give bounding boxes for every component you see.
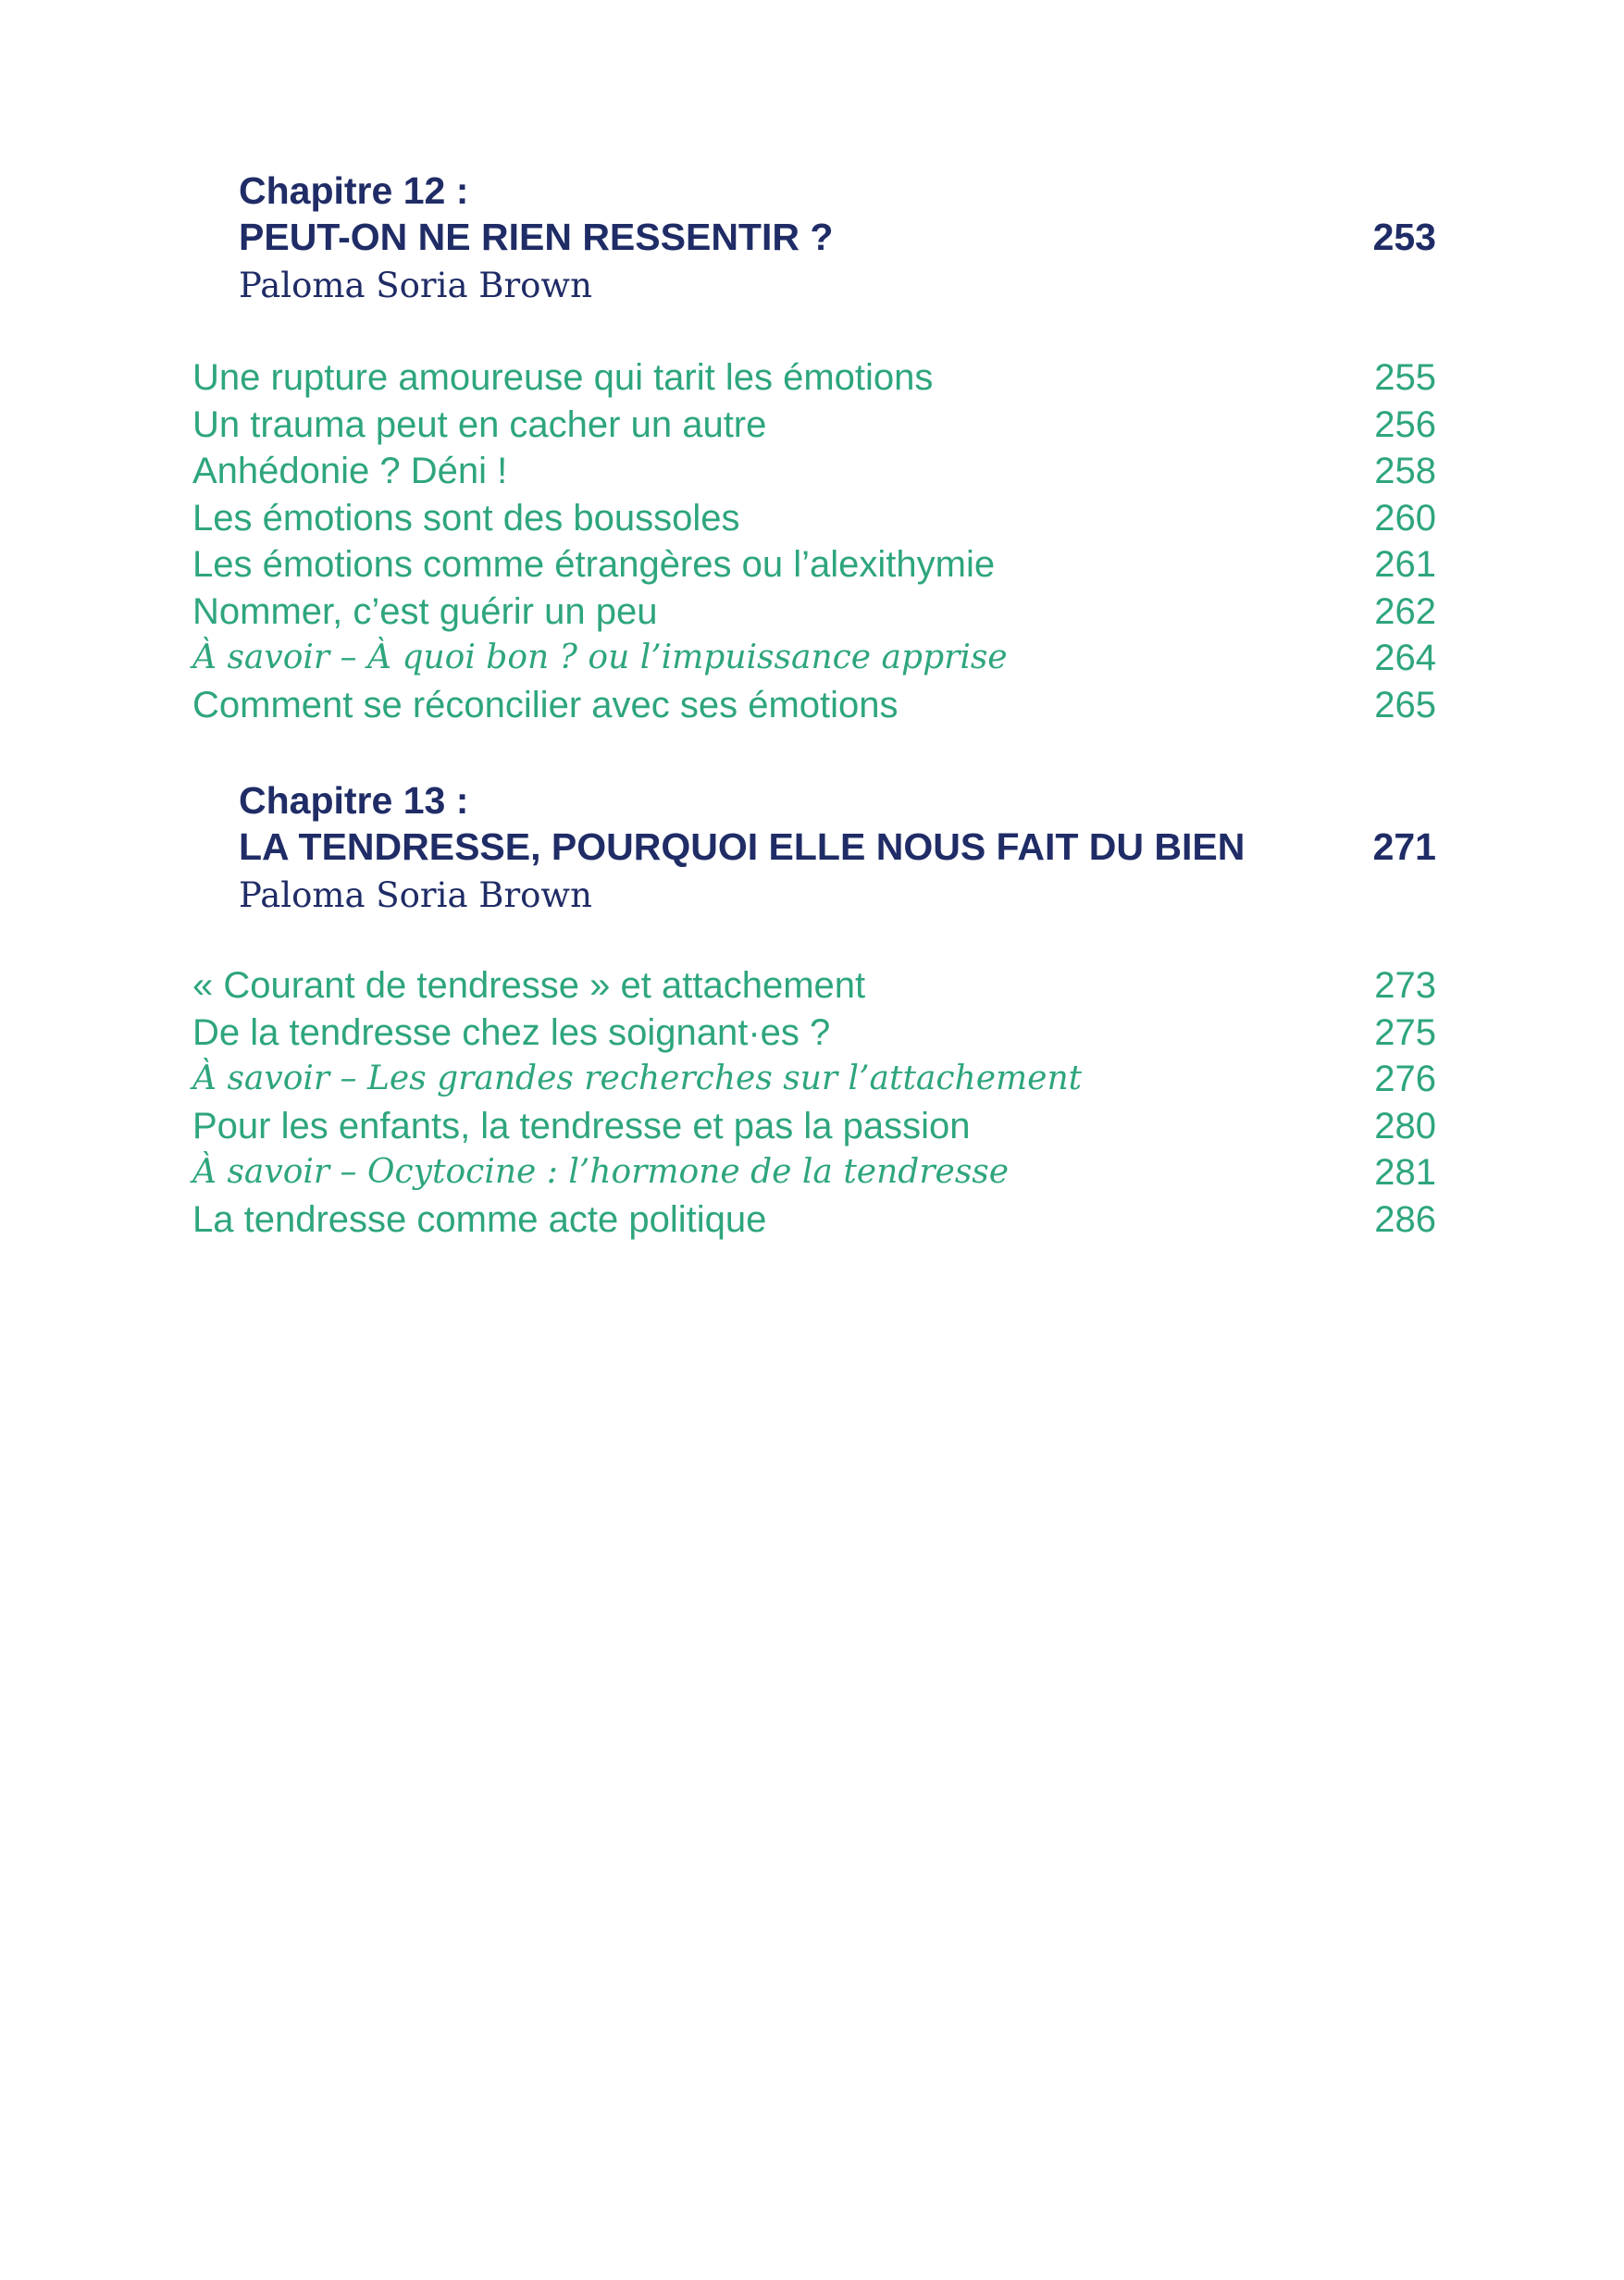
toc-entry-note[interactable] xyxy=(192,1056,1442,1103)
toc-entry-page: 264 xyxy=(1374,638,1436,678)
toc-entry-page: 286 xyxy=(1374,1198,1436,1240)
toc-entry-page: 276 xyxy=(1374,1059,1436,1099)
chapter-13-entries xyxy=(192,962,1442,1243)
toc-entry-title: À savoir – Les grandes recherches sur l’attachement xyxy=(192,1059,1083,1097)
toc-entry[interactable] xyxy=(192,1010,1442,1057)
toc-entry-page: 273 xyxy=(1374,965,1436,1006)
toc-entry-page: 260 xyxy=(1374,497,1436,539)
toc-entry-page: 265 xyxy=(1374,684,1436,725)
chapter-label: Chapitre 13 : xyxy=(239,779,469,822)
toc-entry[interactable] xyxy=(192,962,1442,1010)
toc-entry-title: Une rupture amoureuse qui tarit les émotions xyxy=(192,357,934,398)
chapter-13-header xyxy=(239,777,1442,920)
toc-entry-note[interactable] xyxy=(192,1149,1442,1196)
toc-entry-note[interactable] xyxy=(192,635,1442,682)
toc-entry[interactable] xyxy=(192,402,1442,449)
toc-entry-title: Nommer, c’est guérir un peu xyxy=(192,590,658,632)
chapter-author: Paloma Soria Brown xyxy=(239,875,592,915)
toc-entry-title: De la tendresse chez les soignant·es ? xyxy=(192,1011,831,1053)
toc-entry-title: « Courant de tendresse » et attachement xyxy=(192,965,866,1006)
toc-entry-title: À savoir – Ocytocine : l’hormone de la tendresse xyxy=(192,1153,1010,1191)
toc-entry-title: Les émotions sont des boussoles xyxy=(192,497,740,539)
toc-entry[interactable] xyxy=(192,495,1442,542)
chapter-label: Chapitre 12 : xyxy=(239,169,469,212)
chapter-title: PEUT-ON NE RIEN RESSENTIR ? xyxy=(239,216,834,258)
toc-entry-title: La tendresse comme acte politique xyxy=(192,1198,767,1240)
toc-entry-page: 255 xyxy=(1374,357,1436,398)
toc-entry-page: 280 xyxy=(1374,1105,1436,1146)
chapter-title-row[interactable] xyxy=(239,214,1442,260)
toc-entry[interactable] xyxy=(192,682,1442,729)
toc-entry-page: 256 xyxy=(1374,403,1436,445)
toc-entry-page: 281 xyxy=(1374,1152,1436,1193)
toc-entry[interactable] xyxy=(192,541,1442,589)
toc-entry-title: Un trauma peut en cacher un autre xyxy=(192,403,767,445)
chapter-page-number: 253 xyxy=(1372,216,1436,258)
toc-entry-title: À savoir – À quoi bon ? ou l’impuissance apprise xyxy=(192,638,1008,676)
toc-entry-page: 262 xyxy=(1374,590,1436,632)
toc-entry-page: 275 xyxy=(1374,1011,1436,1053)
chapter-author: Paloma Soria Brown xyxy=(239,266,592,305)
chapter-title-row[interactable] xyxy=(239,824,1442,870)
toc-entry-page: 261 xyxy=(1374,544,1436,585)
toc-entry[interactable] xyxy=(192,354,1442,402)
chapter-title: LA TENDRESSE, POURQUOI ELLE NOUS FAIT DU BIEN xyxy=(239,825,1246,868)
chapter-12-entries xyxy=(192,354,1442,728)
toc-entry-title: Pour les enfants, la tendresse et pas la passion xyxy=(192,1105,971,1146)
chapter-page-number: 271 xyxy=(1372,825,1436,868)
toc-entry[interactable] xyxy=(192,1103,1442,1150)
toc-entry-page: 258 xyxy=(1374,451,1436,491)
toc-entry-title: Anhédonie ? Déni ! xyxy=(192,451,508,491)
toc-entry[interactable] xyxy=(192,448,1442,495)
toc-entry[interactable] xyxy=(192,589,1442,636)
toc-entry[interactable] xyxy=(192,1196,1442,1244)
chapter-12-header xyxy=(239,167,1442,310)
toc-entry-title: Les émotions comme étrangères ou l’alexithymie xyxy=(192,544,996,585)
toc-entry-title: Comment se réconcilier avec ses émotions xyxy=(192,684,899,725)
